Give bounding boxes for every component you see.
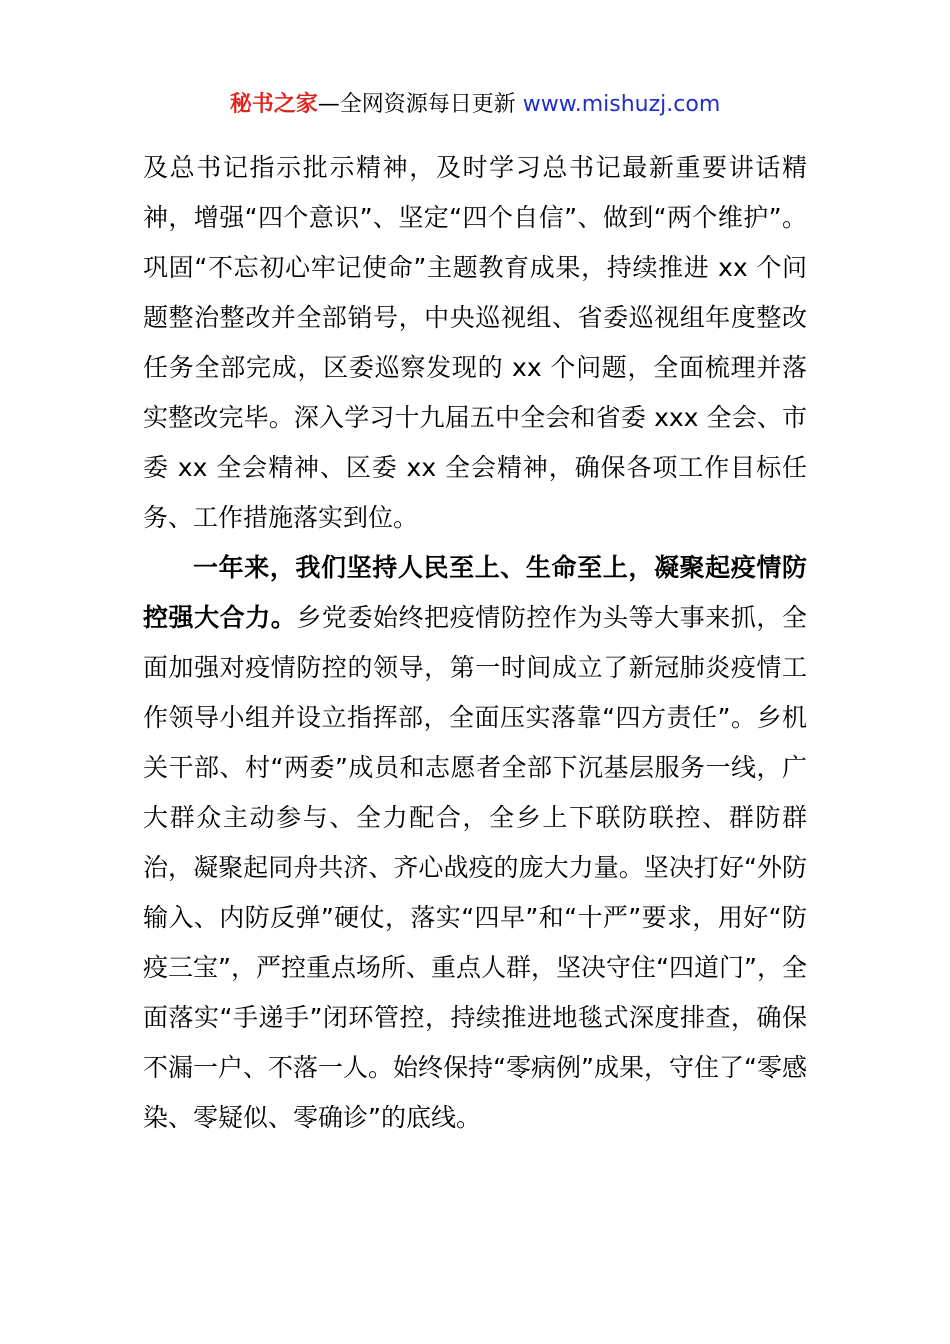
- header-slogan: —全网资源每日更新: [317, 92, 523, 117]
- document-body: [143, 143, 807, 1143]
- paragraph-continued: 及总书记指示批示精神，及时学习总书记最新重要讲话精神，增强“四个意识”、坚定“四个自信”、做到“两个维护”。巩固“不忘初心牢记使命”主题教育成果，持续推进 xx 个问题整治整改并全部销号，中央巡视组、省委巡视组年度整改任务全部完成，区委巡察发现的 xx 个问题，全面梳理并落实整改完毕。深入学习十九届五中全会和省委 xxx 全会、市委 xx 全会精神、区委 xx 全会精神，确保各项工作目标任务、工作措施落实到位。: [143, 153, 807, 532]
- page-header: [0, 88, 950, 122]
- paragraph-epidemic-control: [143, 543, 807, 1143]
- site-url-link[interactable]: www.mishuzj.com: [522, 92, 721, 117]
- paragraph-lead-sentence: 一年来，我们坚持人民至上、生命至上，凝聚起疫情防控强大合力。: [143, 553, 807, 632]
- paragraph-body-text: 乡党委始终把疫情防控作为头等大事来抓，全面加强对疫情防控的领导，第一时间成立了新冠肺炎疫情工作领导小组并设立指挥部，全面压实落靠“四方责任”。乡机关干部、村“两委”成员和志愿者全部下沉基层服务一线，广大群众主动参与、全力配合，全乡上下联防联控、群防群治，凝聚起同舟共济、齐心战疫的庞大力量。坚决打好“外防输入、内防反弹”硬仗，落实“四早”和“十严”要求，用好“防疫三宝”，严控重点场所、重点人群，坚决守住“四道门”，全面落实“手递手”闭环管控，持续推进地毯式深度排查，确保不漏一户、不落一人。始终保持“零病例”成果，守住了“零感染、零疑似、零确诊”的底线。: [143, 603, 807, 1132]
- brand-name: 秘书之家: [229, 92, 318, 117]
